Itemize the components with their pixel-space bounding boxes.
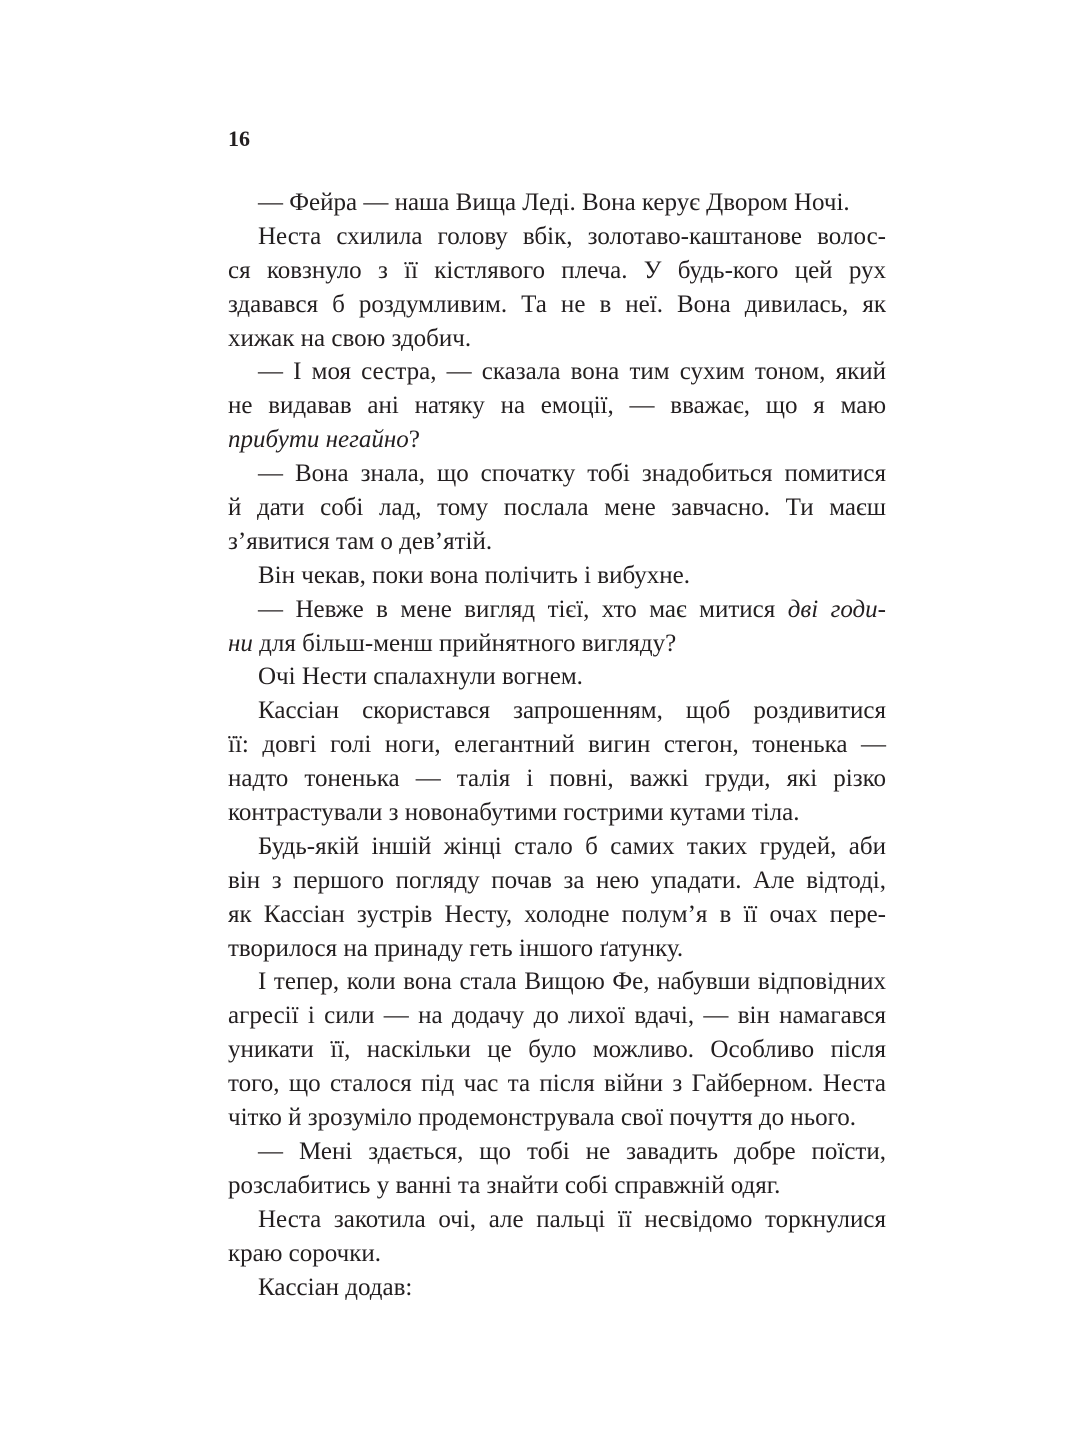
text-line: — Фейра — наша Вища Леді. Вона керує Двором Ночі. (258, 189, 850, 216)
text-line: Кассіан скористався запрошенням, щоб роздивитися (258, 697, 886, 725)
text-segment: ? (408, 426, 420, 454)
text-line: І тепер, коли вона стала Вищою Фе, набувши відповідних (258, 968, 886, 996)
text-line: Кассіан додав: (258, 1273, 413, 1301)
text-line: — І моя сестра, — сказала вона тим сухим тоном, який (258, 358, 886, 386)
italic-text-segment: ни (228, 629, 253, 657)
text-line: Будь-якій іншій жінці стало б самих таких грудей, аби (258, 832, 886, 860)
text-line: того, що сталося під час та після війни з Гайберном. Неста (228, 1070, 886, 1098)
text-line: розслабитись у ванні та знайти собі справжній одяг. (228, 1171, 781, 1199)
text-line: він з першого погляду почав за нею упадати. Але відтоді, (228, 866, 886, 894)
text-line (228, 593, 886, 627)
text-segment: для більш-менш прийнятного вигляду? (252, 629, 677, 657)
text-line: уникати її, наскільки це було можливо. Особливо після (228, 1036, 886, 1064)
italic-text-segment: дві годи- (787, 595, 886, 623)
text-line: з’явитися там о дев’ятій. (228, 527, 493, 555)
text-line: надто тоненька — талія і повні, важкі груди, які різко (228, 765, 886, 793)
body-text (228, 186, 886, 1304)
text-line: — Вона знала, що спочатку тобі знадобиться помитися (258, 460, 886, 488)
text-line: — Мені здається, що тобі не завадить добре поїсти, (258, 1137, 886, 1165)
text-line (228, 627, 886, 661)
italic-text-segment: прибути негайно (228, 426, 409, 454)
text-line: Неста закотила очі, але пальці її несвідомо торкнулися (258, 1205, 886, 1233)
text-line: її: довгі голі ноги, елегантний вигин стегон, тоненька — (228, 731, 886, 759)
text-line: не видавав ані натяку на емоції, — вважає, що я маю (228, 392, 886, 420)
text-line: здавався б роздумливим. Та не в неї. Вона дивилась, як (228, 290, 886, 318)
text-line: Неста схилила голову вбік, золотаво-каштанове волос- (258, 222, 886, 250)
text-line: контрастували з новонабутими гострими кутами тіла. (228, 799, 800, 827)
text-line: ся ковзнуло з її кістлявого плеча. У будь-кого цей рух (228, 256, 886, 284)
text-line: краю сорочки. (228, 1239, 381, 1267)
text-line: Він чекав, поки вона полічить і вибухне. (258, 561, 690, 589)
text-line: й дати собі лад, тому послала мене завчасно. Ти маєш (228, 494, 886, 522)
text-line: творилося на принаду геть іншого ґатунку. (228, 934, 684, 962)
text-line: агресії і сили — на додачу до лихої вдачі, — він намагався (228, 1002, 886, 1030)
text-line (228, 423, 886, 457)
text-line: Очі Нести спалахнули вогнем. (258, 663, 583, 691)
text-line: як Кассіан зустрів Несту, холодне полум’я в її очах пере- (228, 900, 886, 928)
text-segment: — Невже в мене вигляд тієї, хто має митися (258, 595, 788, 623)
page-number: 16 (228, 126, 250, 151)
text-line: хижак на свою здобич. (228, 324, 472, 352)
text-line: чітко й зрозуміло продемонструвала свої почуття до нього. (228, 1104, 857, 1132)
